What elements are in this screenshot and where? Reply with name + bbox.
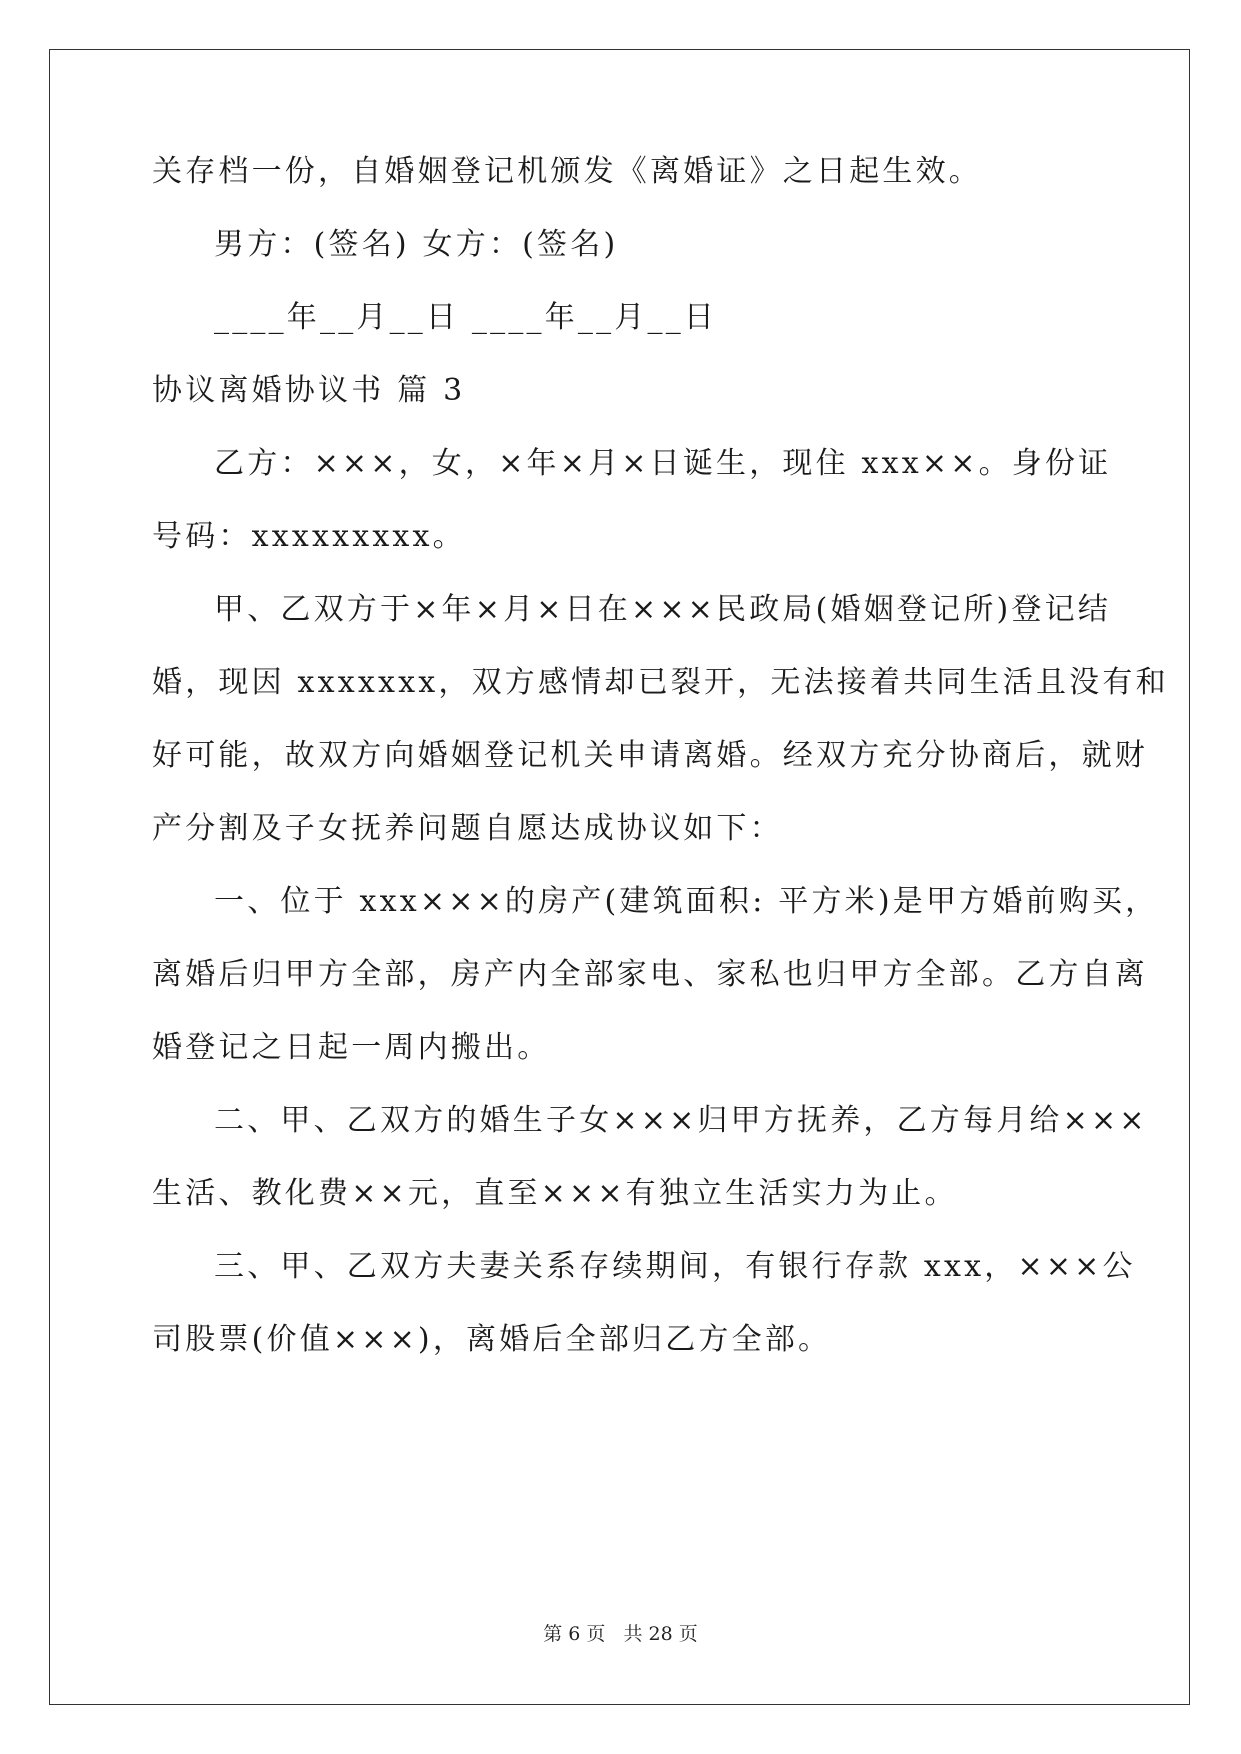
text-line: 关存档一份，自婚姻登记机颁发《离婚证》之日起生效。 bbox=[152, 154, 982, 189]
text-line: 产分割及子女抚养问题自愿达成协议如下： bbox=[152, 811, 783, 846]
signature-line: 男方：(签名) 女方：(签名) bbox=[214, 227, 619, 262]
text-line: 婚，现因 xxxxxxx，双方感情却已裂开，无法接着共同生活且没有和 bbox=[152, 665, 1169, 700]
date-line: ____年__月__日 ____年__月__日 bbox=[214, 300, 718, 335]
page-number: 第 6 页 bbox=[543, 1623, 606, 1645]
text-line: 司股票(价值×××)，离婚后全部归乙方全部。 bbox=[152, 1322, 832, 1357]
text-line: 甲、乙双方于×年×月×日在×××民政局(婚姻登记所)登记结 bbox=[214, 592, 1112, 627]
text-line: 号码：xxxxxxxxx。 bbox=[152, 519, 466, 554]
page-footer bbox=[0, 1622, 1241, 1646]
section-heading: 协议离婚协议书 篇 3 bbox=[152, 373, 466, 408]
text-line: 生活、教化费××元，直至×××有独立生活实力为止。 bbox=[152, 1176, 958, 1211]
text-line: 离婚后归甲方全部，房产内全部家电、家私也归甲方全部。乙方自离 bbox=[152, 957, 1148, 992]
text-line: 一、位于 xxx×××的房产(建筑面积: 平方米)是甲方婚前购买， bbox=[214, 884, 1159, 919]
text-line: 三、甲、乙双方夫妻关系存续期间，有银行存款 xxx，×××公 bbox=[214, 1249, 1136, 1284]
page-total: 共 28 页 bbox=[623, 1623, 698, 1645]
text-line: 婚登记之日起一周内搬出。 bbox=[152, 1030, 551, 1065]
text-line: 乙方：×××，女，×年×月×日诞生，现住 xxx××。身份证 bbox=[214, 446, 1112, 481]
text-line: 二、甲、乙双方的婚生子女×××归甲方抚养，乙方每月给××× bbox=[214, 1103, 1148, 1138]
text-line: 好可能，故双方向婚姻登记机关申请离婚。经双方充分协商后，就财 bbox=[152, 738, 1148, 773]
